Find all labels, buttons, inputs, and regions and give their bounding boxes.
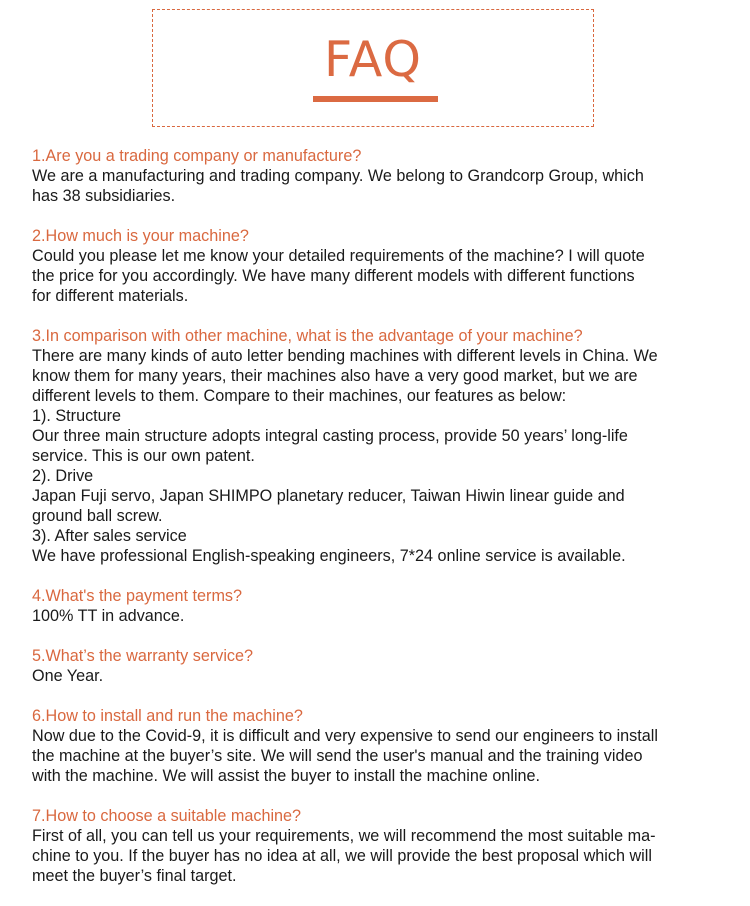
faq-item	[32, 146, 737, 206]
faq-answer-line: Our three main structure adopts integral casting process, provide 50 years’ long-life	[32, 427, 628, 445]
faq-question: 5.What’s the warranty service?	[32, 647, 254, 665]
faq-answer-line: 1). Structure	[32, 407, 122, 425]
faq-question: 4.What's the payment terms?	[32, 587, 243, 605]
title-underline	[313, 96, 438, 102]
faq-answer-line: We are a manufacturing and trading company. We belong to Grandcorp Group, which	[32, 167, 644, 185]
faq-answer-line: Could you please let me know your detailed requirements of the machine? I will quote	[32, 247, 645, 265]
faq-question: 2.How much is your machine?	[32, 227, 249, 245]
faq-answer-line: has 38 subsidiaries.	[32, 187, 176, 205]
faq-item	[32, 706, 737, 786]
faq-answer-line: ground ball screw.	[32, 507, 163, 525]
faq-answer-line: with the machine. We will assist the buyer to install the machine online.	[32, 767, 541, 785]
faq-item	[32, 806, 737, 886]
faq-answer-line: Now due to the Covid-9, it is difficult and very expensive to send our engineers to install	[32, 727, 658, 745]
faq-answer-line: 3). After sales service	[32, 527, 187, 545]
faq-answer-line: the machine at the buyer’s site. We will send the user's manual and the training video	[32, 747, 643, 765]
faq-answer-line: First of all, you can tell us your requirements, we will recommend the most suitable ma-	[32, 827, 656, 845]
faq-answer-line: service. This is our own patent.	[32, 447, 255, 465]
faq-question: 7.How to choose a suitable machine?	[32, 807, 302, 825]
faq-item	[32, 646, 737, 686]
faq-answer-line: We have professional English-speaking engineers, 7*24 online service is available.	[32, 547, 626, 565]
faq-question: 3.In comparison with other machine, what is the advantage of your machine?	[32, 327, 583, 345]
faq-list	[32, 146, 737, 906]
faq-answer-line: know them for many years, their machines also have a very good market, but we are	[32, 367, 638, 385]
faq-answer-line: the price for you accordingly. We have many different models with different functions	[32, 267, 635, 285]
faq-question: 6.How to install and run the machine?	[32, 707, 303, 725]
faq-item	[32, 586, 737, 626]
faq-answer-line: Japan Fuji servo, Japan SHIMPO planetary reducer, Taiwan Hiwin linear guide and	[32, 487, 625, 505]
faq-answer-line: 2). Drive	[32, 467, 94, 485]
faq-question: 1.Are you a trading company or manufacture?	[32, 147, 362, 165]
faq-answer-line: 100% TT in advance.	[32, 607, 185, 625]
faq-item	[32, 326, 737, 566]
page-title: FAQ	[324, 31, 422, 88]
faq-answer-line: There are many kinds of auto letter bending machines with different levels in China. We	[32, 347, 658, 365]
faq-answer-line: meet the buyer’s final target.	[32, 867, 237, 885]
faq-answer-line: One Year.	[32, 667, 104, 685]
faq-answer-line: chine to you. If the buyer has no idea at all, we will provide the best proposal which will	[32, 847, 652, 865]
faq-item	[32, 226, 737, 306]
faq-answer-line: for different materials.	[32, 287, 189, 305]
faq-answer-line: different levels to them. Compare to their machines, our features as below:	[32, 387, 567, 405]
faq-header-box	[152, 9, 594, 127]
